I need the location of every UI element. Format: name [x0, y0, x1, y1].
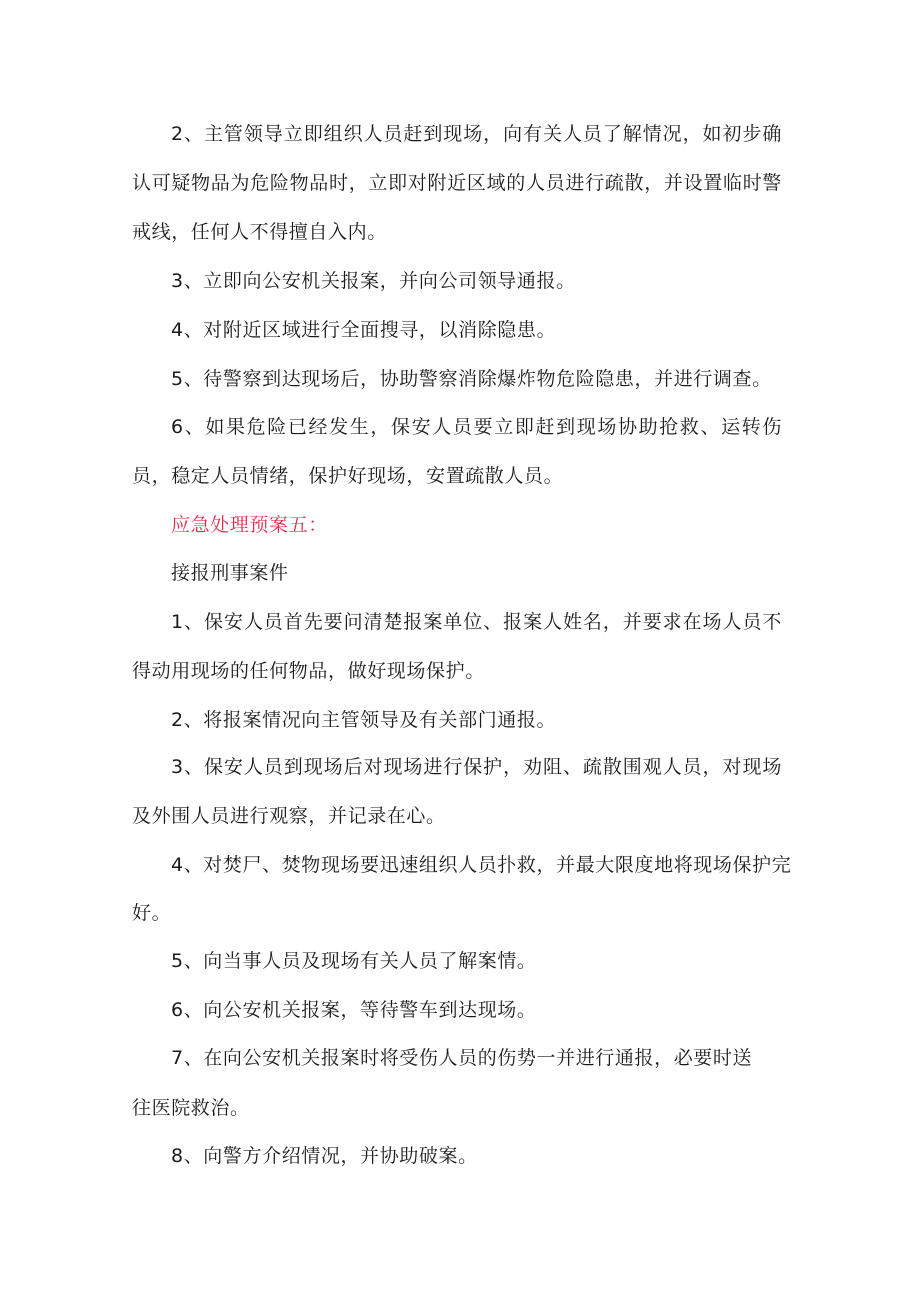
paragraph-item-2: 2、主管领导立即组织人员赶到现场，向有关人员了解情况，如初步确认可疑物品为危险物品时，立即对附近区域的人员进行疏散，并设置临时警戒线，任何人不得擅自入内。 — [132, 123, 782, 243]
paragraph-item-5: 5、待警察到达现场后，协助警察消除爆炸物危险隐患，并进行调查。 — [171, 368, 772, 390]
paragraph-case-6: 6、向公安机关报案，等待警车到达现场。 — [171, 999, 537, 1021]
paragraph-case-4-line1: 4、对焚尸、焚物现场要迅速组织人员扑救，并最大限度地将现场保护完 — [171, 854, 792, 876]
paragraph-item-3: 3、立即向公安机关报案，并向公司领导通报。 — [171, 270, 576, 292]
paragraph-case-8: 8、向警方介绍情况，并协助破案。 — [171, 1145, 478, 1167]
paragraph-case-5: 5、向当事人员及现场有关人员了解案情。 — [171, 950, 537, 972]
section-heading: 应急处理预案五： — [171, 514, 328, 536]
section-subtitle: 接报刑事案件 — [171, 562, 289, 584]
paragraph-case-1: 1、保安人员首先要问清楚报案单位、报案人姓名，并要求在场人员不得动用现场的任何物品，做好现场保护。 — [132, 611, 782, 682]
paragraph-case-7-line2: 往医院救治。 — [132, 1097, 250, 1119]
paragraph-case-7-line1: 7、在向公安机关报案时将受伤人员的伤势一并进行通报，必要时送 — [171, 1047, 753, 1069]
paragraph-case-2: 2、将报案情况向主管领导及有关部门通报。 — [171, 709, 557, 731]
paragraph-item-6: 6、如果危险已经发生，保安人员要立即赶到现场协助抢救、运转伤员，稳定人员情绪，保护好现场，安置疏散人员。 — [132, 416, 782, 487]
paragraph-case-3: 3、保安人员到现场后对现场进行保护，劝阻、疏散围观人员，对现场及外围人员进行观察，并记录在心。 — [132, 756, 782, 827]
paragraph-case-4-line2: 好。 — [132, 902, 172, 924]
paragraph-item-4: 4、对附近区域进行全面搜寻，以消除隐患。 — [171, 319, 557, 341]
